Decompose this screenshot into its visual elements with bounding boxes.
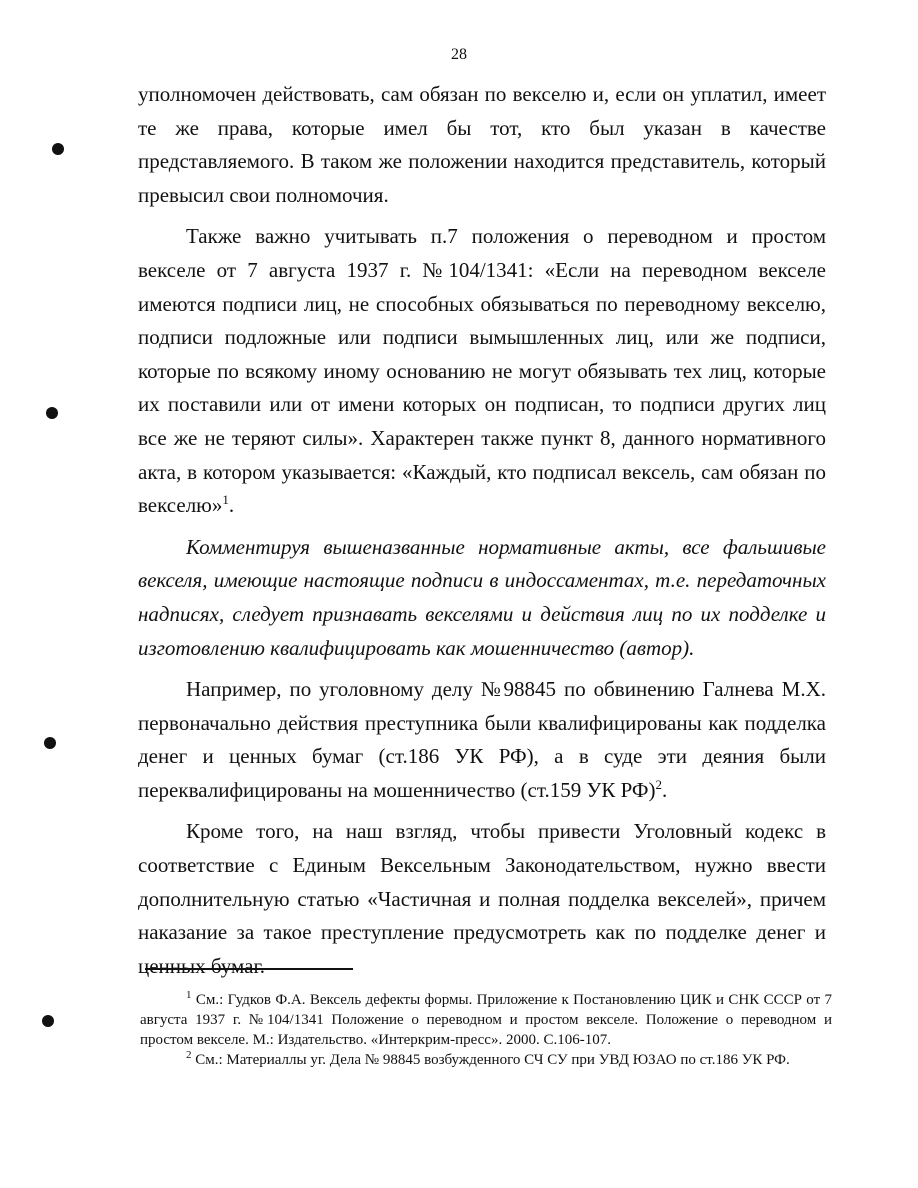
paragraph: уполномочен действовать, сам обязан по векселю и, если он уплатил, имеет те же права, которые имел бы тот, кто был указан в качестве представляемого. В таком же положении находится представитель, который превысил свои полномочия. (138, 82, 826, 207)
footnotes (140, 990, 832, 1070)
paragraph-text: Также важно учитывать п.7 положения о переводном и простом векселе от 7 августа 1937 г. №104/1341: «Если на переводном векселе имеются подписи лиц, не способных обязываться по переводному векселю, подписи подложные или подписи вымышленных лиц, или же подписи, которые по всякому иному основанию не могут обязывать тех лиц, которые их поставили или от имени которых он подписан, то подписи других лиц все же не теряют силы». Характерен также пункт 8, данного нормативного акта, в котором указывается: «Каждый, кто подписал вексель, сам обязан по векселю» (138, 224, 826, 518)
body-text (138, 78, 826, 991)
paragraph (138, 220, 826, 522)
punch-hole-mark (44, 737, 56, 749)
paragraph (138, 673, 826, 807)
footnote-reference: 1 (222, 492, 229, 508)
footnote-mark: 1 (186, 989, 192, 1001)
footnote-text: См.: Гудков Ф.А. Вексель дефекты формы. Приложение к Постановлению ЦИК и СНК СССР от 7 августа 1937 г. №104/1341 Положение о переводном и простом векселе. Положение о переводном и простом векселе. М.: Издательство. «Интеркрим-пресс». 2000. С.106-107. (140, 992, 832, 1048)
paragraph-tail: . (662, 777, 668, 802)
footnote (140, 1050, 832, 1070)
footnote-separator (145, 968, 353, 970)
page-number: 28 (451, 46, 467, 63)
punch-hole-mark (46, 407, 58, 419)
paragraph-text: Например, по уголовному делу №98845 по обвинению Галнева М.Х. первоначально действия преступника были квалифицированы как подделка денег и ценных бумаг (ст.186 УК РФ), а в суде эти деяния были переквалифицированы на мошенничество (ст.159 УК РФ) (138, 677, 826, 802)
italic-paragraph: Комментируя вышеназванные нормативные акты, все фальшивые векселя, имеющие настоящие подписи в индоссаментах, т.е. передаточных надписях, следует признавать векселями и действия лиц по их подделке и изготовлению квалифицировать как мошенничество (автор). (138, 534, 826, 660)
footnote-reference: 2 (655, 776, 662, 792)
punch-hole-mark (52, 143, 64, 155)
punch-hole-mark (42, 1015, 54, 1027)
footnote (140, 990, 832, 1050)
footnote-text: См.: Материаллы уг. Дела № 98845 возбужденного СЧ СУ при УВД ЮЗАО по ст.186 УК РФ. (191, 1052, 790, 1068)
paragraph: Кроме того, на наш взгляд, чтобы привести Уголовный кодекс в соответствие с Единым Вексельным Законодательством, нужно ввести дополнительную статью «Частичная и полная подделка векселей», причем наказание за такое преступление предусмотреть как по подделке денег и ценных бумаг. (138, 819, 826, 978)
footnote-mark: 2 (186, 1049, 192, 1061)
paragraph-tail: . (228, 493, 235, 518)
